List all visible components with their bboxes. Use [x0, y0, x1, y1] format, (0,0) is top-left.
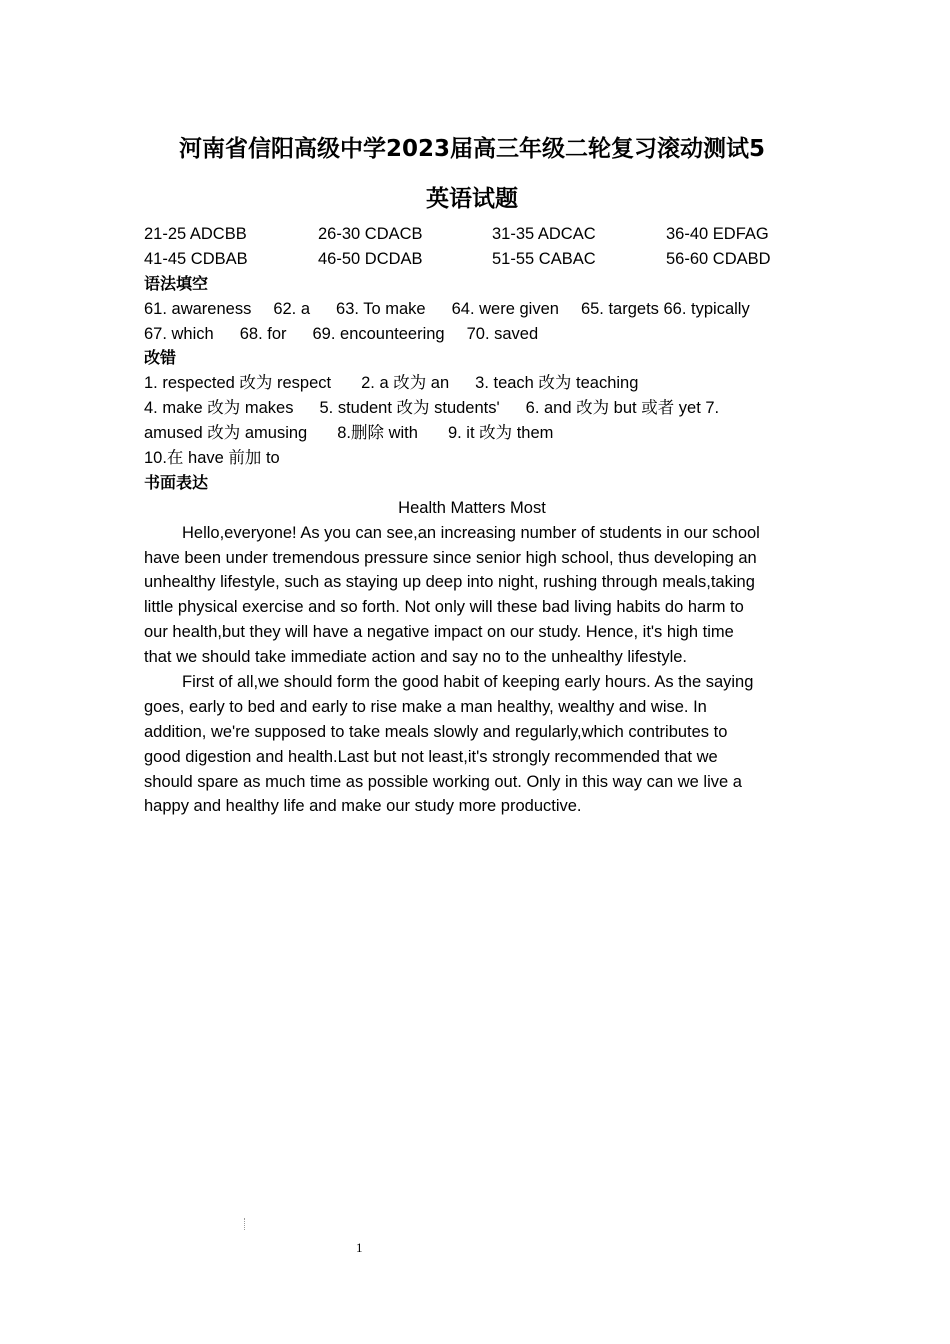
essay-paragraph-2 [144, 670, 800, 819]
correction-line [144, 396, 800, 421]
correction-item: 4. make 改为 makes [144, 399, 294, 418]
answer-group: 56-60 CDABD [666, 249, 771, 268]
correction-item: 5. student 改为 students' [319, 399, 500, 418]
grammar-answer: 70. saved [466, 324, 539, 343]
correction-item: 8.删除 with [337, 424, 418, 443]
correction-item: amused 改为 amusing [144, 424, 308, 443]
correction-item: 1. respected 改为 respect [144, 374, 332, 393]
grammar-answer: 63. To make [336, 299, 426, 318]
essay-line: unhealthy lifestyle, such as staying up deep into night, rushing through meals,taking [144, 573, 755, 592]
correction-item: 9. it 改为 them [447, 424, 554, 443]
answer-group: 46-50 DCDAB [318, 249, 423, 268]
grammar-answer: 69. encounteering [312, 324, 445, 343]
grammar-answer: 62. a [273, 299, 311, 318]
grammar-answers-line [144, 322, 800, 347]
essay-line: good digestion and health.Last but not least,it's strongly recommended that we [144, 747, 718, 766]
essay-line: that we should take immediate action and say no to the unhealthy lifestyle. [144, 648, 687, 667]
answer-group: 21-25 ADCBB [144, 225, 247, 243]
essay-line: little physical exercise and so forth. Not only will these bad living habits do harm to [144, 598, 744, 617]
grammar-answers-line [144, 297, 800, 322]
correction-line [144, 371, 800, 396]
grammar-answer: 65. targets 66. typically [580, 299, 750, 318]
correction-item: 6. and 改为 but 或者 yet 7. [525, 399, 720, 418]
answer-group: 26-30 CDACB [318, 225, 423, 243]
essay-line: should spare as much time as possible working out. Only in this way can we live a [144, 772, 742, 791]
page-number: 1 [356, 1240, 363, 1255]
essay-line: happy and healthy life and make our study more productive. [144, 797, 582, 816]
grammar-answer: 67. which [144, 324, 214, 343]
document-title: 河南省信阳高级中学2023届高三年级二轮复习滚动测试5 [178, 136, 766, 162]
grammar-answer: 64. were given [451, 299, 559, 318]
answer-group: 31-35 ADCAC [492, 225, 596, 243]
correction-item: 2. a 改为 an [361, 374, 450, 393]
correction-line [144, 421, 800, 446]
document-content [144, 132, 800, 819]
essay-line: addition, we're supposed to take meals slowly and regularly,which contributes to [144, 722, 728, 741]
footer-divider-mark [244, 1218, 246, 1230]
answer-key-grid [144, 222, 800, 272]
essay-line: Hello,everyone! As you can see,an increasing number of students in our school [182, 523, 760, 542]
correction-line: 10.在 have 前加 to [144, 449, 280, 468]
answer-group: 51-55 CABAC [492, 249, 596, 268]
grammar-answer: 68. for [239, 324, 287, 343]
answer-group: 36-40 EDFAG [666, 225, 769, 243]
essay-line: our health,but they will have a negative impact on our study. Hence, it's high time [144, 623, 734, 642]
essay-title: Health Matters Most [398, 498, 546, 517]
correction-heading: 改错 [144, 348, 177, 368]
document-subtitle: 英语试题 [426, 186, 518, 212]
essay-line: goes, early to bed and early to rise make a man healthy, wealthy and wise. In [144, 697, 707, 716]
correction-item: 3. teach 改为 teaching [475, 374, 639, 393]
essay-paragraph-1 [144, 521, 800, 670]
grammar-answer: 61. awareness [144, 299, 252, 318]
essay-line: have been under tremendous pressure since senior high school, thus developing an [144, 548, 757, 567]
answer-group: 41-45 CDBAB [144, 249, 248, 268]
writing-heading: 书面表达 [144, 472, 209, 492]
essay-line: First of all,we should form the good habit of keeping early hours. As the saying [182, 673, 754, 692]
grammar-heading: 语法填空 [144, 273, 209, 293]
